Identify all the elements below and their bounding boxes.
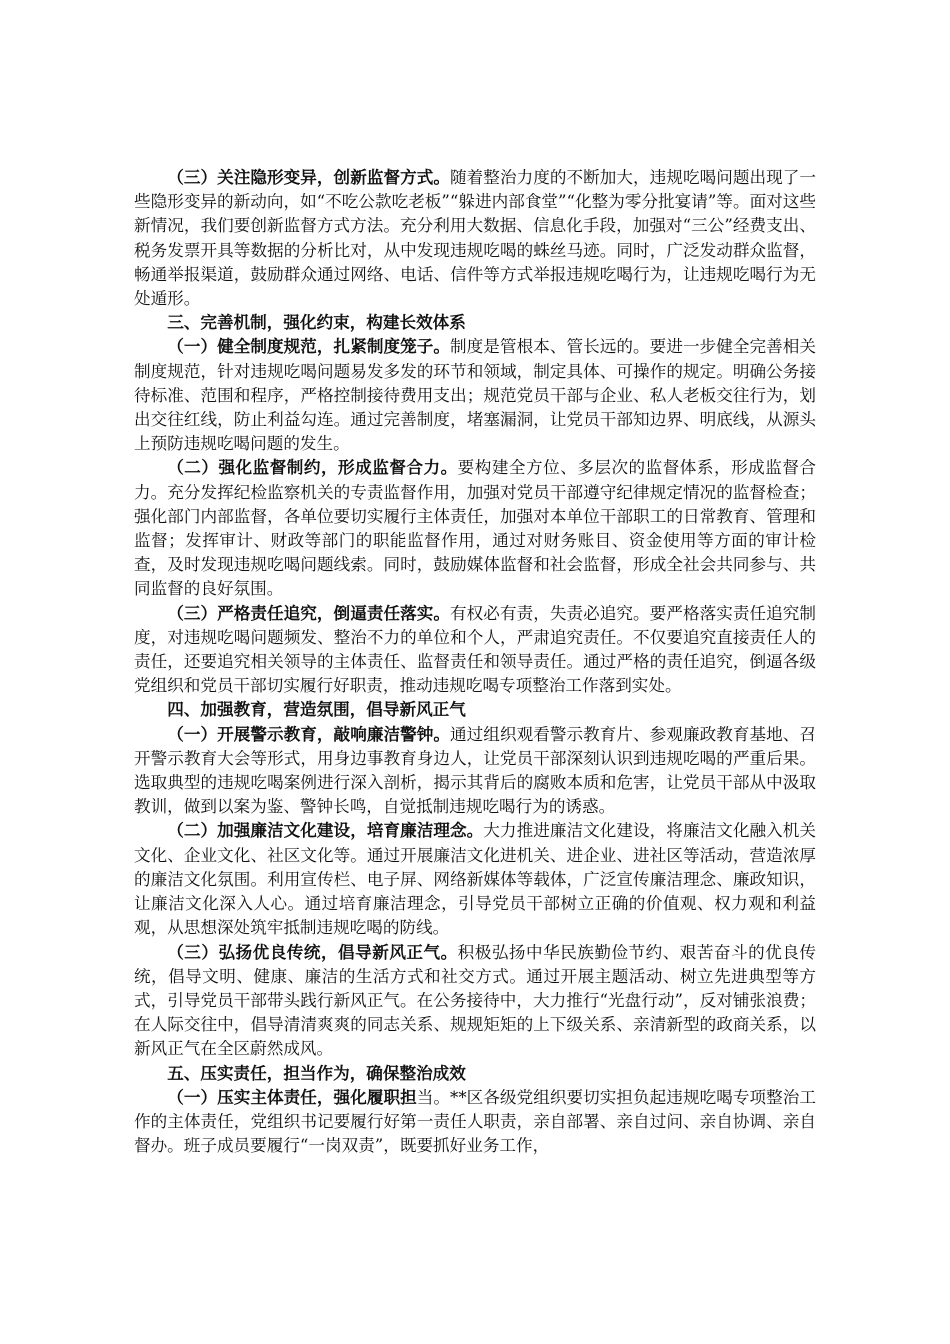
paragraph-body: 大力推进廉洁文化建设，将廉洁文化融入机关文化、企业文化、社区文化等。通过开展廉洁文化进机关、进企业、进社区等活动，营造浓厚的廉洁文化氛围。利用宣传栏、电子屏、网络新媒体等载体，广泛宣传廉洁理念、廉政知识，让廉洁文化深入人心。通过培育廉洁理念，引导党员干部树立正确的价值观、权力观和利益观，从思想深处筑牢抵制违规吃喝的防线。 [134, 821, 816, 938]
paragraph-body: 通过组织观看警示教育片、参观廉政教育基地、召开警示教育大会等形式，用身边事教育身边人，让党员干部深刻认识到违规吃喝的严重后果。选取典型的违规吃喝案例进行深入剖析，揭示其背后的腐败本质和危害，让党员干部从中汲取教训，做到以案为鉴、警钟长鸣，自觉抵制违规吃喝行为的诱惑。 [134, 724, 817, 817]
paragraph-body: 制度是管根本、管长远的。要进一步健全完善相关制度规范，针对违规吃喝问题易发多发的环节和领域，制定具体、可操作的规定。明确公务接待标准、范围和程序，严格控制接待费用支出；规范党员干部与企业、私人老板交往行为，划出交往红线，防止利益勾连。通过完善制度，堵塞漏洞，让党员干部知边界、明底线，从源头上预防违规吃喝问题的发生。 [134, 337, 817, 454]
section-heading: 三、完善机制，强化约束，构建长效体系 [167, 313, 466, 333]
section-heading: 五、压实责任，担当作为，确保整治成效 [167, 1063, 466, 1083]
paragraph-lead: （三）严格责任追究，倒逼责任落实。 [167, 603, 451, 623]
paragraph-lead: （一）压实主体责任，强化履职担 [167, 1087, 417, 1107]
paragraph [134, 602, 816, 699]
paragraph [134, 941, 816, 1062]
paragraph [134, 456, 816, 601]
paragraph-lead: （二）加强廉洁文化建设，培育廉洁理念。 [167, 821, 484, 841]
paragraph-body: 要构建全方位、多层次的监督体系，形成监督合力。充分发挥纪检监察机关的专责监督作用，加强对党员干部遵守纪律规定情况的监督检查；强化部门内部监督，各单位要切实履行主体责任，加强对本单位干部职工的日常教育、管理和监督；发挥审计、财政等部门的职能监督作用，通过对财务账目、资金使用等方面的审计检查，及时发现违规吃喝问题线索。同时，鼓励媒体监督和社会监督，形成全社会共同参与、共同监督的良好氛围。 [134, 458, 817, 599]
paragraph-lead: （三）弘扬优良传统，倡导新风正气。 [167, 942, 458, 962]
paragraph-body: 有权必有责，失责必追究。要严格落实责任追究制度，对违规吃喝问题频发、整治不力的单位和个人，严肃追究责任。不仅要追究直接责任人的责任，还要追究相关领导的主体责任、监督责任和领导责任。通过严格的责任追究，倒逼各级党组织和党员干部切实履行好职责，推动违规吃喝专项整治工作落到实处。 [134, 603, 817, 696]
paragraph [134, 166, 816, 311]
paragraph-body: 当。**区各级党组织要切实担负起违规吃喝专项整治工作的主体责任，党组织书记要履行好第一责任人职责，亲自部署、亲自过问、亲自协调、亲自督办。班子成员要履行“一岗双责”，既要抓好业务工作， [134, 1087, 817, 1156]
paragraph-lead: （一）开展警示教育，敲响廉洁警钟。 [167, 724, 451, 744]
paragraph-lead: （三）关注隐形变异，创新监督方式。 [167, 168, 451, 187]
paragraph [134, 819, 816, 940]
section-heading: 四、加强教育，营造氛围，倡导新风正气 [167, 700, 466, 720]
paragraph-lead: （一）健全制度规范，扎紧制度笼子。 [167, 337, 451, 357]
paragraph [134, 335, 816, 456]
paragraph-lead: （二）强化监督制约，形成监督合力。 [167, 458, 458, 478]
paragraph-body: 随着整治力度的不断加大，违规吃喝问题出现了一些隐形变异的新动向，如“不吃公款吃老板”“躲进内部食堂”“化整为零分批宴请”等。面对这些新情况，我们要创新监督方式方法。充分利用大数据、信息化手段，加强对“三公”经费支出、税务发票开具等数据的分析比对，从中发现违规吃喝的蛛丝马迹。同时，广泛发动群众监督，畅通举报渠道，鼓励群众通过网络、电话、信件等方式举报违规吃喝行为，让违规吃喝行为无处遁形。 [134, 168, 817, 309]
paragraph [134, 1086, 816, 1159]
paragraph [134, 723, 816, 820]
paragraph-body: 积极弘扬中华民族勤俭节约、艰苦奋斗的优良传统，倡导文明、健康、廉洁的生活方式和社交方式。通过开展主题活动、树立先进典型等方式，引导党员干部带头践行新风正气。在公务接待中，大力推行“光盘行动”，反对铺张浪费；在人际交往中，倡导清清爽爽的同志关系、规规矩矩的上下级关系、亲清新型的政商关系，以新风正气在全区蔚然成风。 [134, 942, 817, 1059]
document-page [134, 166, 816, 1158]
